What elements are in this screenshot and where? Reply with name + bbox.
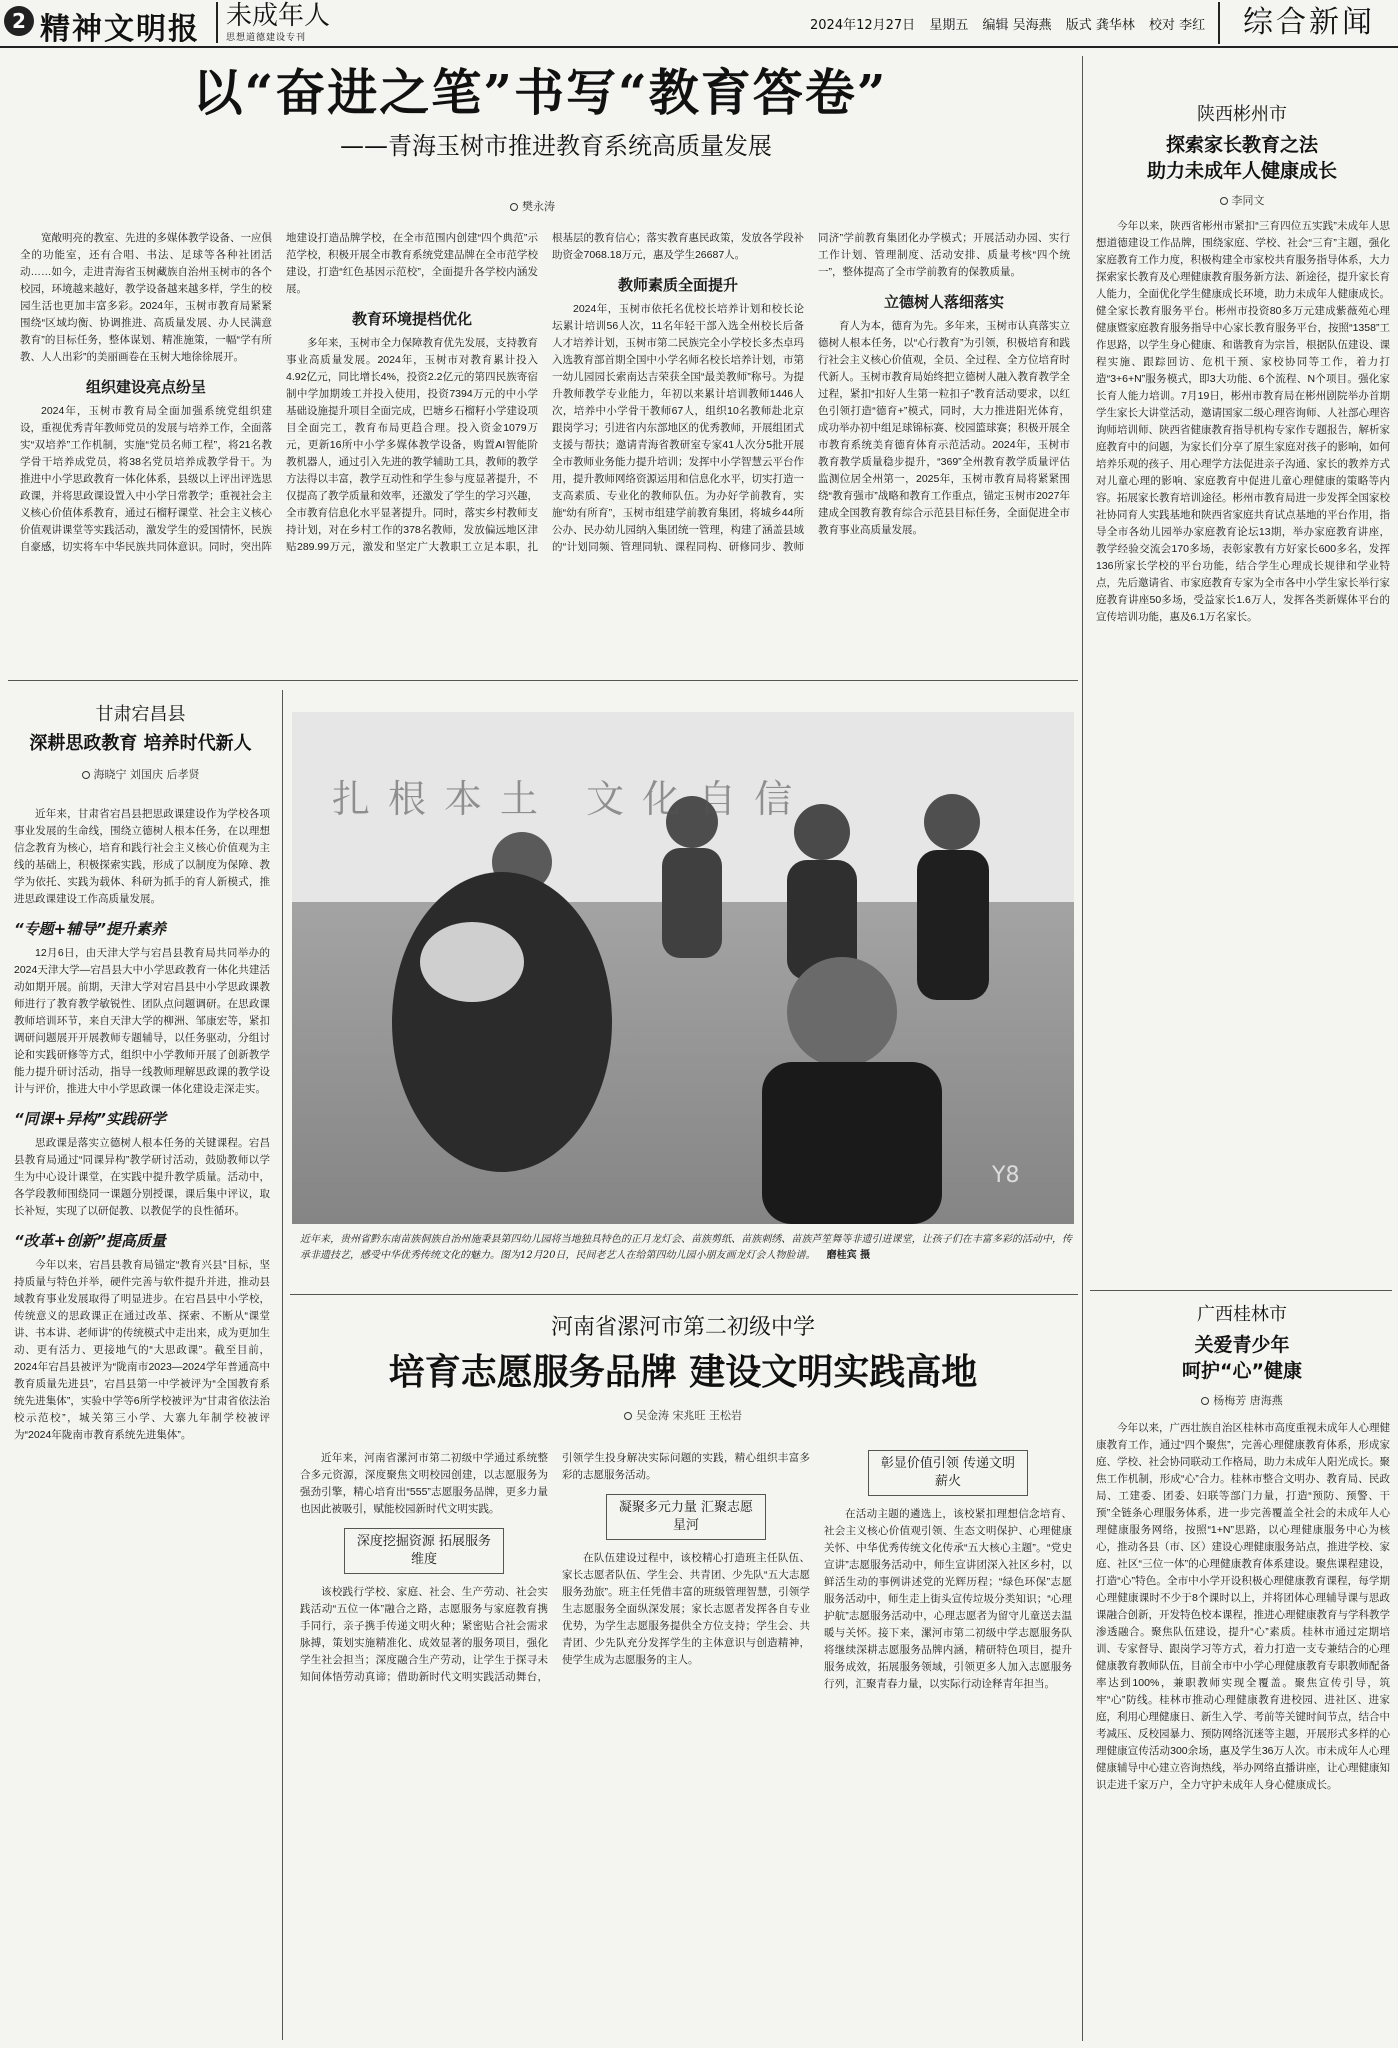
main-sec1-title: 组织建设亮点纷呈 (85, 378, 206, 396)
rongchang-sub2-text: 思政课是落实立德树人根本任务的关键课程。宕昌县教育局通过“同课异构”教学研讨活动，鼓励教师以学生为中心设计课堂，在实践中提升教学质量。活动中，各学段教师围绕同一课题分别授课，课后集中评议，取长补短，实现了以研促教、以教促学的良性循环。 (14, 1137, 270, 1217)
divider-left-column (282, 690, 283, 2040)
main-sec2-text: 多年来，玉树市全力保障教育优先发展，支持教育事业高质量发展。2024年，玉树市对教育累计投入4.92亿元，同比增长4%，投资2.2亿元的第四民族寄宿制中学加期竣工并投入使用，投资7394万元的中小学基础设施提升项目全面完成，巴塘乡石榴籽小学建设项目全面完工，教育布局更趋合理。投入资金1079万元，更新16所中小学多媒体教学设备，购置AI智能阶教机器人，通过引入先进的教学辅助工具，教师的教学方法得以丰富，教学互动性和学生参与度显著提升，不仅提高了教学质量和效率，还激发了学生的学习兴趣，全市教育信息化水平显著提升。同时，落实乡村教师支持计划，对在乡村工作的378名教师，发放偏远地区津贴289.99万元，激发和坚定广大教职工立足本职，扎根基层的教育信心；落实教育惠民政策，发放各学段补助资金7068.18万元，惠及学生26687人。 (286, 232, 804, 553)
main-article-byline (510, 198, 555, 214)
supplement-subtitle: 思想道德建设专刊 (226, 33, 307, 43)
luohe-body (300, 1450, 1072, 2036)
main-article-header (0, 60, 1080, 213)
main-sec3-text: 2024年，玉树市依托名优校长培养计划和校长论坛累计培训56人次，11名年轻干部入选全州校长后备人才培养计划，玉树市第二民族完全小学校长多杰卓玛入选教育部首期全国中小学名师名校长培养计划，市第一幼儿园园长索南达吉荣获全国“最美教师”称号。为提升教师教学专业能力，年初以来累计培训教师1446人次，培养中小学骨干教师67人，组织10名教师赴北京跟岗学习；引进省内东部地区的优秀教师，开展组团式支援与帮扶；邀请青海省教研室专家41人次分5批开展全市教师业务能力提升培训；发挥中小学智慧云平台作用，提升教师网络资源运用和信息化水平，切实打造一支高素质、专业化的教师队伍。为办好学前教育，实施“幼有所育”，玉树市组建学前教育集团，将城乡44所公办、民办幼儿园纳入集团统一管理，构建了涵盖县域的“计划同频、管理同轨、课程同构、研修同步、教师同济”学前教育集团化办学模式；开展活动办园、实行工作计划、管理制度、活动安排、质量考核“四个统一”，整体提高了全市学前教育的保教质量。 (552, 232, 1070, 553)
guilin-header (1092, 1300, 1392, 1408)
issue-meta (810, 14, 1215, 33)
rongchang-sub1: “专题+辅导”提升素养 (14, 920, 166, 938)
rongchang-title: 深耕思政教育 培养时代新人 (29, 733, 252, 754)
rongchang-sub3: “改革+创新”提高质量 (14, 1232, 166, 1250)
binzhou-text: 今年以来，陕西省彬州市紧扣“三育四位五实践”未成年人思想道德建设工作品牌，围绕家庭、学校、社会“三育”主题，强化家庭教育工作力度，积极构建全市家校共育服务指导体系，大力探索家长教育及心理健康教育服务新方法、新途径，提升家长育人能力，全面优化学生健康成长环境，助力未成年人健康成长。健全家长教育服务平台。彬州市投资80多万元建成紫薇苑心理健康暨家庭教育服务指导中心家长教育服务平台，按照“1358”工作思路，以学生身心健康、和谐教育为宗旨，根据队伍建设、课程实施、跟踪回访、危机干预、家校协同等工作，着力打造“3+6+N”服务模式，即3大功能、6个流程、N个项目。强化家长育人能力培训。7月19日，彬州市教育局在彬州剧院举办首期学生家长大讲堂活动，邀请国家二级心理咨询师、人社部心理咨询师培训师、陕西省健康教育指导机构专家作专题报告，解析家庭教育中的问题，为家长们分享了原生家庭对孩子的影响，如何培养乐观的孩子、用心理学方法促进亲子沟通、家长的教养方式对儿童心理的影响、家庭教育中促进儿童心理健康的策略等内容。拓展家长教育培训途径。彬州市教育局进一步发挥全国家校社协同育人实践基地和陕西省家庭共育试点基地的平台作用，指导全市各幼儿园举办家庭教育论坛13期，举办家庭教育讲座，教学经验交流会170多场，表彰家教有方好家长600多名，发挥136所家长学校的平台功能，结合学生心理成长规律和学业特点，先后邀请省、市家庭教育专家为全市各中小学生家长举行家庭教育讲座50多场，受益家长1.6万人，发挥各类新媒体平台的宣传培训功能，惠及6.1万名家长。 (1096, 220, 1390, 623)
main-article-body (20, 230, 1070, 660)
rongchang-sub1-text: 12月6日，由天津大学与宕昌县教育局共同举办的2024天津大学—宕昌县大中小学思政教育一体化共建活动如期开展。前期，天津大学对宕昌县中小学思政课教师进行了教育教学敏锐性、团队点问题调研。在思政课教师培训环节，来自天津大学的柳洲、邹康宏等，紧扣调研问题展开开展教师专题辅导，以任务驱动，分组讨论和实践研修等方式，组织中小学教师开展了创新教学能力提升研讨活动，指导一线教师理解思政课的教学设计与评价，推进大中小学思政课一体化建设走深走实。 (14, 947, 270, 1095)
news-photo (292, 712, 1074, 1224)
proofreader: 校对 李红 (1149, 18, 1206, 33)
luohe-box2: 凝聚多元力量 汇聚志愿星河 (606, 1494, 766, 1540)
main-sec4-text: 育人为本，德育为先。多年来，玉树市认真落实立德树人根本任务，以“心行教育”为引领，积极培育和践行社会主义核心价值观，全员、全过程、全方位培育时代新人。玉树市教育局始终把立德树人融入教育教学全过程，紧扣“扣好人生第一粒扣子”教育活动要求，以红色引领打造“德育+”模式，同时，大力推进阳光体育，成功举办初中组足球锦标赛、校园篮球赛；积极开展全市教育系统美育德育体育示范活动。2024年，玉树市教育教学质量稳步提升，“369”全州教育教学质量评估监测位居全州第一，2025年，玉树市教育局将紧紧围绕“教育强市”战略和教育工作重点，锚定玉树市2027年建成全国教育教育综合示范县目标任务，全面促进全市教育事业高质量发展。 (818, 320, 1070, 536)
editor: 编辑 吴海燕 (982, 18, 1052, 33)
divider-right-column (1082, 56, 1083, 2041)
issue-date: 2024年12月27日 (810, 18, 916, 33)
binzhou-title-1: 探索家长教育之法 (1165, 134, 1318, 156)
photo-credit: 磨桂宾 摄 (826, 1250, 871, 1261)
binzhou-location: 陕西彬州市 (1197, 104, 1287, 125)
luohe-box3: 彰显价值引领 传递文明薪火 (868, 1450, 1028, 1496)
luohe-box2-text: 在队伍建设过程中，该校精心打造班主任队伍、家长志愿者队伍、学生会、共青团、少先队“五大志愿服务劲旅”。班主任凭借丰富的班级管理智慧，引领学生志愿服务全面纵深发展；家长志愿者发挥各自专业优势，为学生志愿服务提供全方位支持；学生会、共青团、少先队充分发挥学生的主体意识与创造精神，使学生成为志愿服务的主人。 (562, 1552, 810, 1666)
masthead (0, 0, 1398, 48)
byline-dot-icon (82, 771, 90, 779)
guilin-text: 今年以来，广西壮族自治区桂林市高度重视未成年人心理健康教育工作，通过“四个聚焦”，完善心理健康教育体系，形成家庭、学校、社会协同联动工作格局，助力未成年人阳光成长。聚焦工作机制，形成“心”合力。桂林市整合文明办、教育局、民政局、工建委、团委、妇联等部门力量，打造“预防、预警、干预”全链条心理服务体系，进一步完善覆盖全社会的未成年人心理健康服务网络，按照“1+N”思路，以心理健康服务中心为核心，推动各县（市、区）建设心理健康服务站点，推进学校、家庭、社区“三位一体”的心理健康教育体系建设。聚焦课程建设，打造“心”特色。全市中小学开设积极心理健康教育课程，每学期心理健康课时不少于8个课时以上，并将团体心理辅导课与思政课融合创新，开发特色校本课程，推进心理健康教育与学科教学渗透融合。聚焦队伍建设，提升“心”素质。桂林市通过定期培训、专家督导、跟岗学习等方式，着力打造一支专兼结合的心理健康教育教师队伍，目前全市中小学心理健康教育专职教师配备率达到100%，兼职教师实现全覆盖。聚焦宣传引导，筑牢“心”防线。桂林市推动心理健康教育进校园、进社区、进家庭，利用心理健康日、新生入学、考前等关键时间节点，结合中考减压、反校园暴力、预防网络沉迷等主题，开展形式多样的心理健康宣传活动300余场，惠及学生36万人次。市未成年人心理健康辅导中心建立咨询热线，举办网络直播讲座，让心理健康知识走进千家万户，全力守护未成年人身心健康成长。 (1096, 1422, 1390, 1791)
newspaper-logo: 精神文明报 (40, 12, 200, 47)
binzhou-title-2: 助力未成年人健康成长 (1146, 160, 1337, 182)
guilin-title-2: 呵护“心”健康 (1182, 1360, 1302, 1382)
guilin-title-1: 关爱青少年 (1194, 1334, 1290, 1356)
guilin-body (1096, 1420, 1390, 2038)
main-article-subtitle: ——青海玉树市推进教育系统高质量发展 (340, 132, 772, 160)
section-title: 综合新闻 (1218, 2, 1398, 44)
issue-weekday: 星期五 (929, 18, 969, 33)
layout-editor: 版式 龚华林 (1065, 18, 1135, 33)
luohe-box3-text: 在活动主题的遴选上，该校紧扣理想信念培育、社会主义核心价值观引领、生态文明保护、心理健康关怀、中华优秀传统文化传承“五大核心主题”。“党史宣讲”志愿服务活动中，师生宣讲团深入社区乡村，以鲜活生动的事例讲述党的光辉历程；“绿色环保”志愿服务活动中，师生走上街头宣传垃圾分类知识；“心理护航”志愿服务活动中，心理志愿者为留守儿童送去温暖与关怀。接下来，漯河市第二初级中学志愿服务队将继续深耕志愿服务品牌内涵，精研特色项目，提升服务成效，拓展服务领域，引领更多人加入志愿服务行列，汇聚青春力量，以实际行动诠释青年担当。 (824, 1508, 1072, 1690)
main-sec4-title: 立德树人落细落实 (883, 293, 1004, 311)
rongchang-location: 甘肃宕昌县 (95, 704, 186, 725)
guilin-author: 杨梅芳 唐海燕 (1213, 1394, 1283, 1407)
rongchang-body (14, 806, 270, 2036)
luohe-byline (292, 1407, 1074, 1423)
main-article-author: 樊永涛 (522, 200, 555, 213)
photo-caption: 近年来，贵州省黔东南苗族侗族自治州施秉县第四幼儿园将当地独具特色的正月龙灯会、苗族剪纸、苗族刺绣、苗族芦笙舞等非遗引进课堂，让孩子们在丰富多彩的活动中，传承非遗技艺，感受中华优秀传统文化的魅力。图为12月20日，民间老艺人在给第四幼儿园小朋友画龙灯会人物脸谱。 (300, 1234, 1072, 1261)
guilin-byline (1092, 1392, 1392, 1408)
supplement-logo (216, 2, 330, 43)
divider-main (8, 680, 1078, 681)
page-number: 2 (4, 6, 34, 36)
main-article-intro: 宽敞明亮的教室、先进的多媒体教学设备、一应俱全的功能室，还有合唱、书法、足球等各种社团活动……如今，走进青海省玉树藏族自治州玉树市的各个校园，环境越来越好，教学设备越来越多样，学生的校园生活也更加丰富多彩。2024年，玉树市教育局紧紧围绕“区域均衡、协调推进、高质量发展、办人民满意教育”的目标任务，整体谋划、精准施策，一幅“学有所教、人人出彩”的美丽画卷在玉树大地徐徐展开。 (20, 232, 272, 363)
divider-photo (290, 1294, 1078, 1295)
rongchang-intro: 近年来，甘肃省宕昌县把思政课建设作为学校各项事业发展的生命线，围绕立德树人根本任务，在以理想信念教育为核心，培育和践行社会主义核心价值观为主线的基础上，积极探索实践，形成了以制度为保障、教学为依托、实践为载体、科研为抓手的育人新模式，推进思政课建设工作高质量发展。 (14, 808, 270, 905)
divider-right (1090, 1290, 1392, 1291)
luohe-title: 培育志愿服务品牌 建设文明实践高地 (388, 1351, 978, 1393)
guilin-location: 广西桂林市 (1197, 1304, 1287, 1325)
main-sec2-title: 教育环境提档优化 (351, 310, 472, 328)
luohe-author: 吴金涛 宋兆旺 王松岩 (636, 1409, 742, 1422)
supplement-title: 未成年人 (226, 1, 331, 31)
svg-text:Y8: Y8 (992, 1163, 1020, 1188)
main-sec3-title: 教师素质全面提升 (617, 276, 738, 294)
luohe-header (292, 1310, 1074, 1423)
binzhou-body (1096, 218, 1390, 1268)
rongchang-header (8, 700, 273, 782)
main-sec1-text: 2024年，玉树市教育局全面加强系统党组织建设，重视优秀青年教师党员的发展与培养工作，全面落实“双培养”工作机制，实施“党员名师工程”，将21名教学骨干培养成党员，将38名党员培养成教学骨干。为推进中小学思政教育一体化体系，县级以上评出评选思政课，并将思政课设置入中小学日常教学；重视社会主义核心价值体系教育，通过石榴籽课堂、社会主义核心价值观讲课堂等实践活动，激发学生的爱国情怀，民族自豪感，切实将车中华民族共同体意识。同时，突出阵地建设打造品牌学校，在全市范围内创建“四个典范”示范学校，积极开展全市教育系统党建品牌在全市范学校建设，打造“红色基因示范校”，全面提升各学校内涵发展。 (20, 232, 538, 553)
rongchang-sub2: “同课+异构”实践研学 (14, 1110, 166, 1128)
photo-banner-text: 扎根本土 文化自信 (332, 777, 811, 821)
luohe-location: 河南省漯河市第二初级中学 (550, 1315, 815, 1340)
binzhou-header (1092, 100, 1392, 208)
luohe-intro: 近年来，河南省漯河市第二初级中学通过系统整合多元资源，深度聚焦文明校园创建，以志愿服务为强劲引擎，精心培育出“555”志愿服务品牌，更多力量也因此被吸引，赋能校园新时代文明实践。 (300, 1452, 548, 1515)
byline-dot-icon (510, 203, 518, 211)
rongchang-byline (8, 766, 273, 782)
byline-dot-icon (1201, 1397, 1209, 1405)
byline-dot-icon (1220, 197, 1228, 205)
rongchang-sub3-text: 今年以来，宕昌县教育局锚定“教育兴县”目标，坚持质量与特色并举，硬件完善与软件提升并进，推动县域教育事业发展取得了明显进步。在宕昌县中小学校，传统意义的思政课正在通过改革、探索、不断从“课堂讲、书本讲、老师讲”的传统模式中走出来，成为更加生动、更有活力、更接地气的“大思政课”。截至目前，2024年宕昌县被评为“陇南市2023—2024学年普通高中教育质量先进县”，宕昌县第一中学被评为“全国教育系统先进集体”，实验中学等6所学校被评为“甘肃省依法治校示范校”，城关第三小学、大寨九年制学校被评为“2024年陇南市教育系统先进集体”。 (14, 1259, 270, 1441)
binzhou-author: 李同文 (1231, 194, 1265, 207)
rongchang-author: 海晓宁 刘国庆 后孝贤 (93, 768, 200, 781)
photo-caption-block (300, 1232, 1072, 1284)
binzhou-byline (1092, 192, 1392, 208)
luohe-box1-text: 该校践行学校、家庭、社会、生产劳动、社会实践活动“五位一体”融合之路，志愿服务与家庭教育携手同行，亲子携手传递文明火种；紧密贴合社会需求脉搏，策划实施精准化、成效显著的服务项目，强化学生社会担当；深度融合生产劳动，让学生于探寻未知间体悟劳动真谛；借助新时代文明实践活动舞台，引领学生投身解决实际问题的实践，精心组织丰富多彩的志愿服务活动。 (300, 1452, 810, 1683)
byline-dot-icon (624, 1412, 632, 1420)
luohe-box1: 深度挖掘资源 拓展服务维度 (344, 1528, 504, 1574)
main-article-title: 以“奋进之笔”书写“教育答卷” (192, 63, 888, 122)
